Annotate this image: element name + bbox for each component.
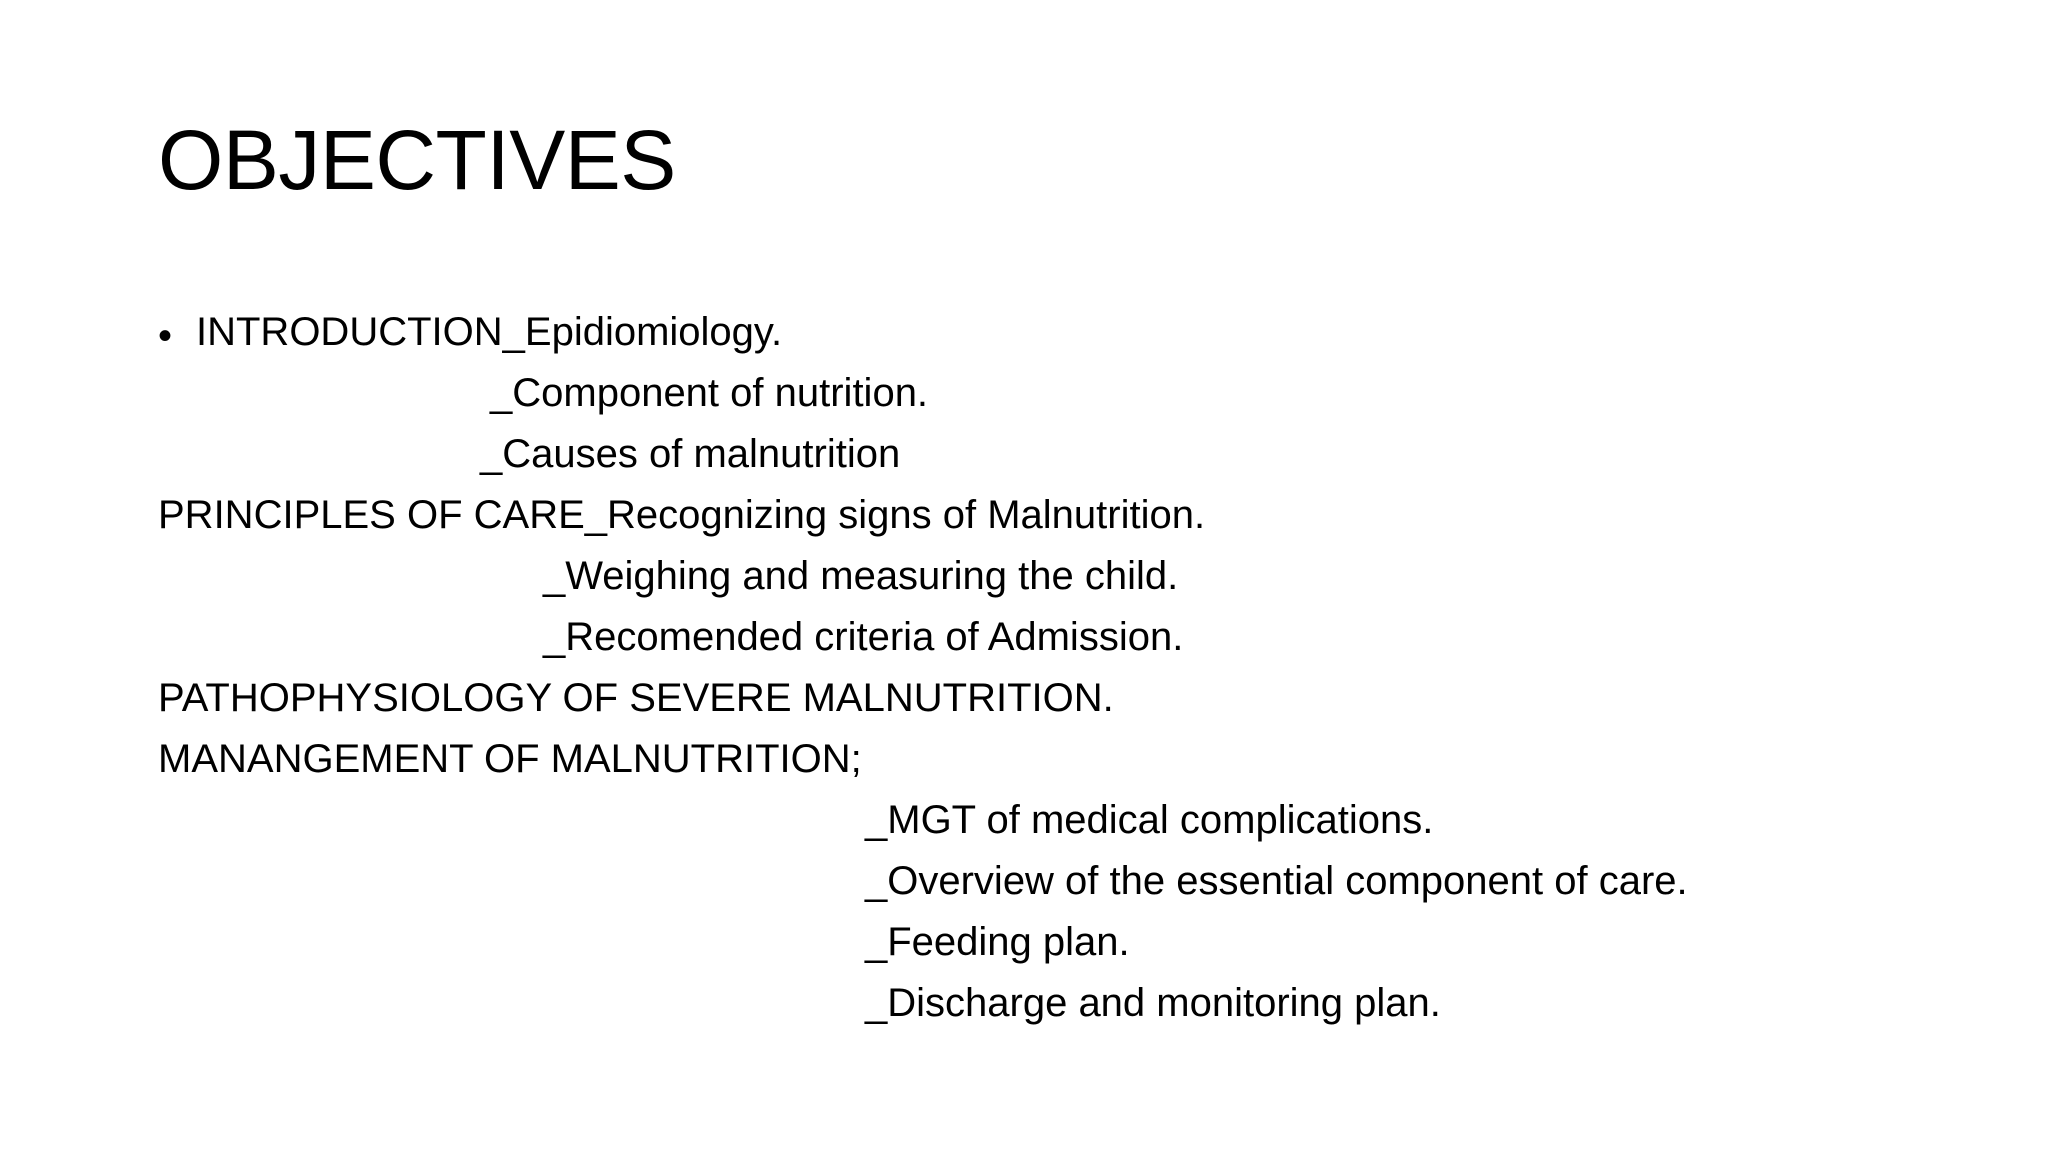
objective-line-causes: _Causes of malnutrition	[480, 432, 901, 476]
objective-line-weighing: _Weighing and measuring the child.	[543, 554, 1179, 598]
objective-line-introduction: INTRODUCTION_Epidiomiology.	[196, 310, 783, 354]
objective-line-admission: _Recomended criteria of Admission.	[543, 615, 1184, 659]
bullet-icon: •	[158, 314, 173, 358]
objective-line-feeding: _Feeding plan.	[865, 920, 1130, 964]
objective-line-complications: _MGT of medical complications.	[865, 798, 1434, 842]
objective-line-principles: PRINCIPLES OF CARE_Recognizing signs of Malnutrition.	[158, 493, 1206, 537]
objective-line-discharge: _Discharge and monitoring plan.	[865, 981, 1441, 1025]
slide-title: OBJECTIVES	[158, 113, 676, 207]
objective-line-component: _Component of nutrition.	[490, 371, 929, 415]
objective-line-overview: _Overview of the essential component of care.	[865, 859, 1688, 903]
objective-line-management: MANANGEMENT OF MALNUTRITION;	[158, 737, 862, 781]
objective-line-pathophysiology: PATHOPHYSIOLOGY OF SEVERE MALNUTRITION.	[158, 676, 1114, 720]
